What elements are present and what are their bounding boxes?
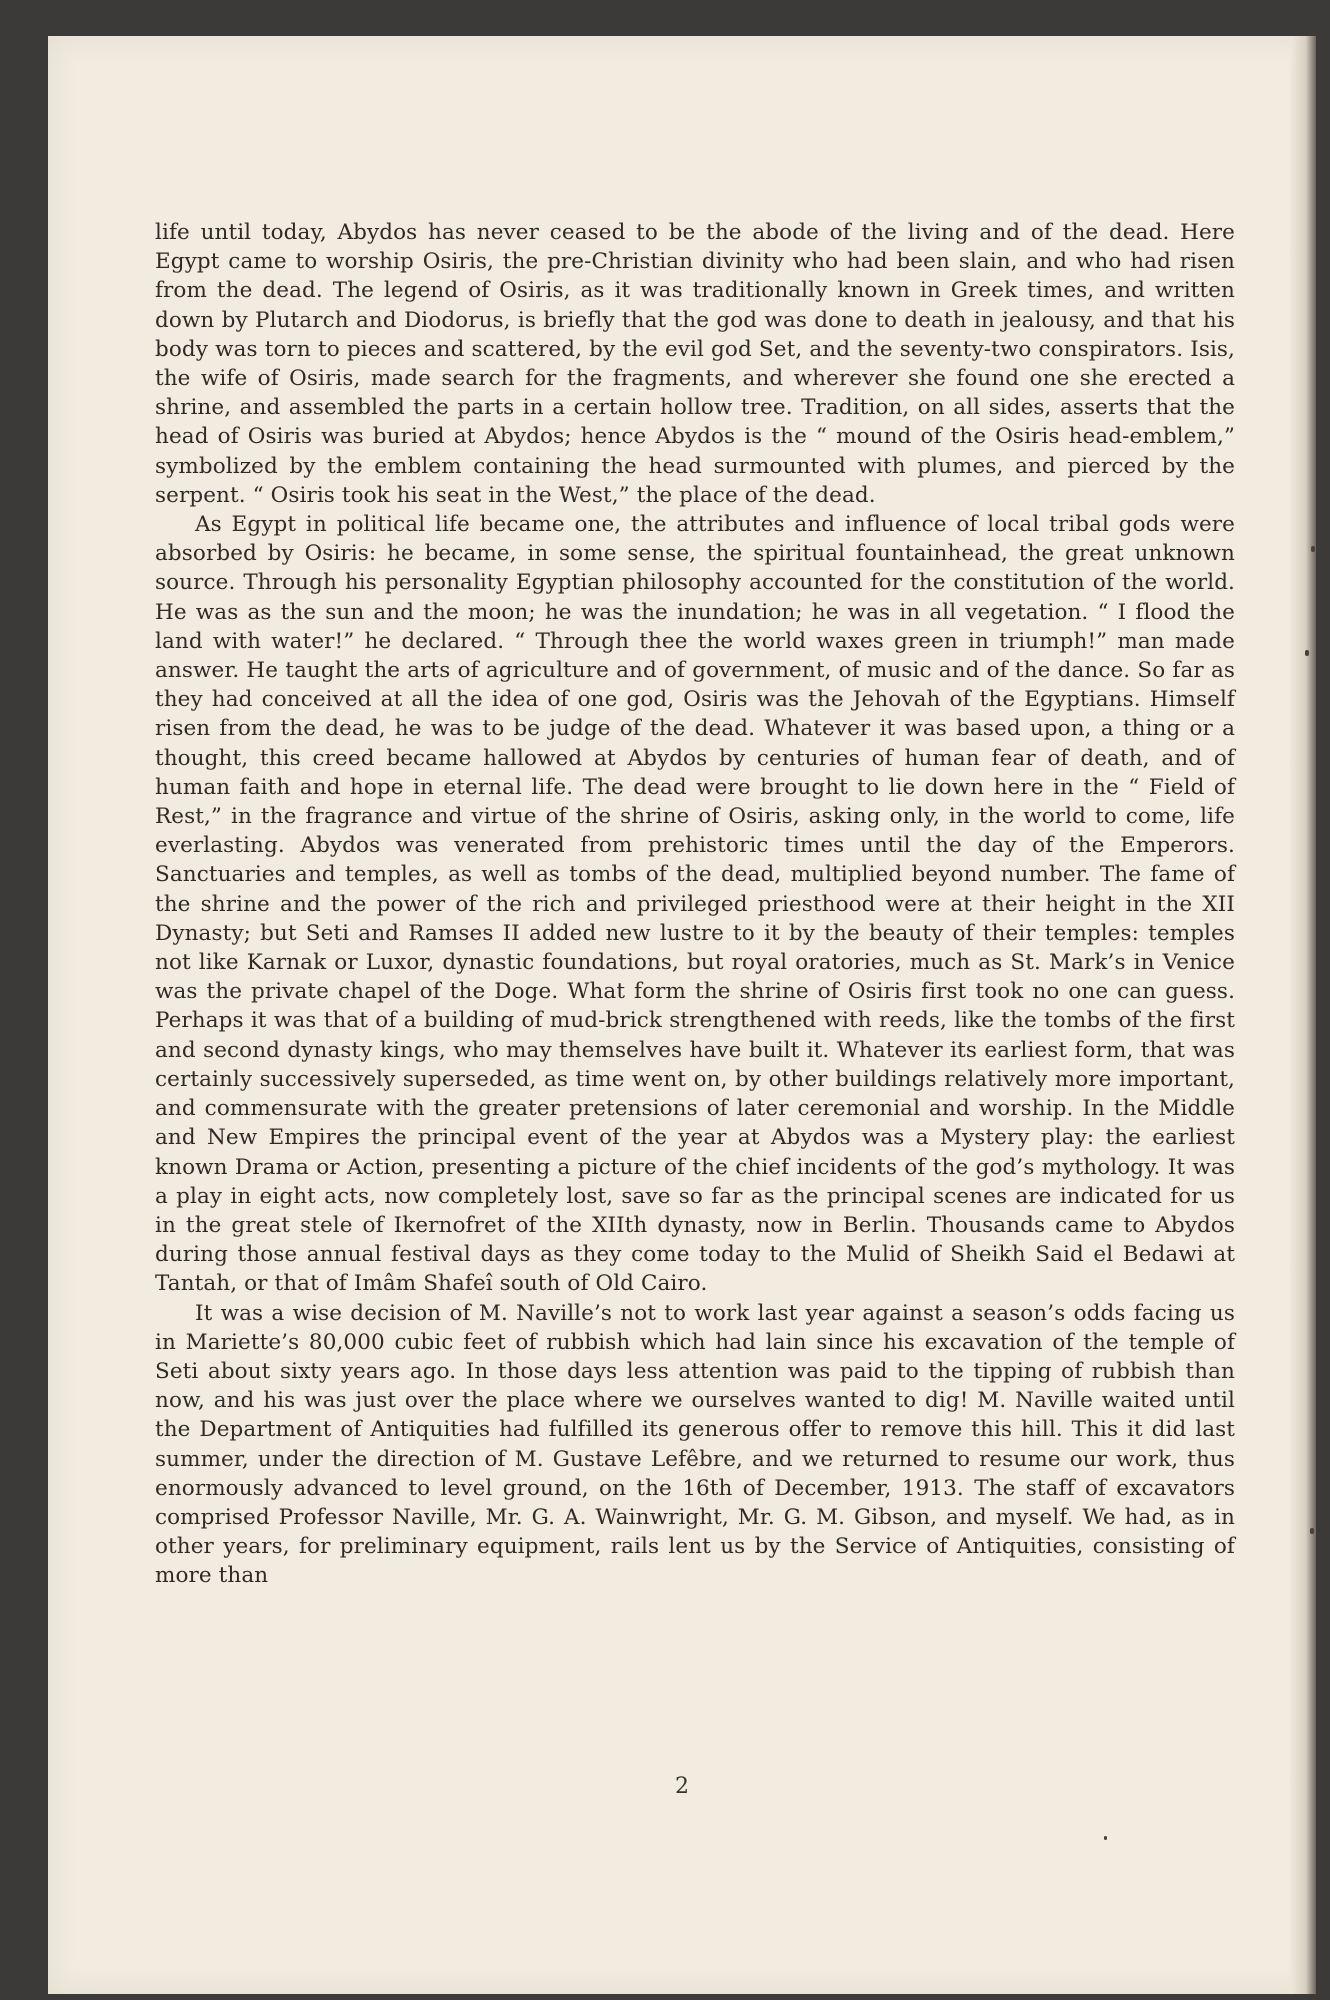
page-number: 2 <box>675 1774 689 1799</box>
ink-speck <box>1104 1836 1107 1840</box>
paragraph-3: It was a wise decision of M. Naville’s not to work last year against a season’s odds facing us in Mariette’s 80,000 cubic feet of rubbish which had lain since his excavation of the temple of Seti about sixty years ago. In those days less attention was paid to the tipping of rubbish than now, and his was just over the place where we ourselves wanted to dig! M. Naville waited until the Department of Antiquities had fulfilled its generous offer to remove this hill. This it did last summer, under the direction of M. Gustave Lefêbre, and we returned to resume our work, thus enormously advanced to level ground, on the 16th of December, 1913. The staff of excavators comprised Professor Naville, Mr. G. A. Wainwright, Mr. G. M. Gibson, and myself. We had, as in other years, for preliminary equipment, rails lent us by the Service of Antiquities, consisting of more than <box>155 1300 1235 1589</box>
paragraph-1: life until today, Abydos has never ceased to be the abode of the living and of the dead. Here Egypt came to worship Osiris, the pre-Christian divinity who had been slain, and who had risen from the dead. The legend of Osiris, as it was traditionally known in Greek times, and written down by Plutarch and Diodorus, is briefly that the god was done to death in jealousy, and that his body was torn to pieces and scattered, by the evil god Set, and the seventy-two conspirators. Isis, the wife of Osiris, made search for the fragments, and wherever she found one she erected a shrine, and assembled the parts in a certain hollow tree. Tradition, on all sides, asserts that the head of Osiris was buried at Abydos; hence Abydos is the “ mound of the Osiris head-emblem,” symbolized by the emblem containing the head surmounted with plumes, and pierced by the serpent. “ Osiris took his seat in the West,” the place of the dead. <box>155 220 1235 508</box>
paragraph-2: As Egypt in political life became one, the attributes and influence of local tribal gods were absorbed by Osiris: he became, in some sense, the spiritual fountainhead, the great unknown source. Through his personality Egyptian philosophy accounted for the constitution of the world. He was as the sun and the moon; he was the inundation; he was in all vegetation. “ I flood the land with water!” he declared. “ Through thee the world waxes green in triumph!” man made answer. He taught the arts of agriculture and of government, of music and of the dance. So far as they had conceived at all the idea of one god, Osiris was the Jehovah of the Egyptians. Himself risen from the dead, he was to be judge of the dead. Whatever it was based upon, a thing or a thought, this creed became hallowed at Abydos by centuries of human fear of death, and of human faith and hope in eternal life. The dead were brought to lie down here in the “ Field of Rest,” in the fragrance and virtue of the shrine of Osiris, asking only, in the world to come, life everlasting. Abydos was venerated from prehistoric times until the day of the Emperors. Sanctuaries and temples, as well as tombs of the dead, multiplied beyond number. The fame of the shrine and the power of the rich and privileged priesthood were at their height in the XII Dynasty; but Seti and Ramses II added new lustre to it by the beauty of their temples: temples not like Karnak or Luxor, dynastic foundations, but royal oratories, much as St. Mark’s in Venice was the private chapel of the Doge. What form the shrine of Osiris first took no one can guess. Perhaps it was that of a building of mud-brick strengthened with reeds, like the tombs of the first and second dynasty kings, who may themselves have built it. Whatever its earliest form, that was certainly successively superseded, as time went on, by other buildings relatively more important, and commensurate with the greater pretensions of later ceremonial and worship. In the Middle and New Empires the principal event of the year at Abydos was a Mystery play: the earliest known Drama or Action, presenting a picture of the chief incidents of the god’s mythology. It was a play in eight acts, now completely lost, save so far as the principal scenes are indicated for us in the great stele of Ikernofret of the XIIth dynasty, now in Berlin. Thousands came to Abydos during those annual festival days as they come today to the Mulid of Sheikh Said el Bedawi at Tantah, or that of Imâm Shafeî south of Old Cairo. <box>155 512 1235 1297</box>
body-text <box>155 218 1235 1591</box>
page-fold-edge <box>1290 36 1316 1994</box>
document-page <box>48 36 1316 1994</box>
ink-speck <box>1305 650 1309 656</box>
ink-speck <box>1310 1528 1314 1534</box>
ink-speck <box>1311 546 1315 552</box>
